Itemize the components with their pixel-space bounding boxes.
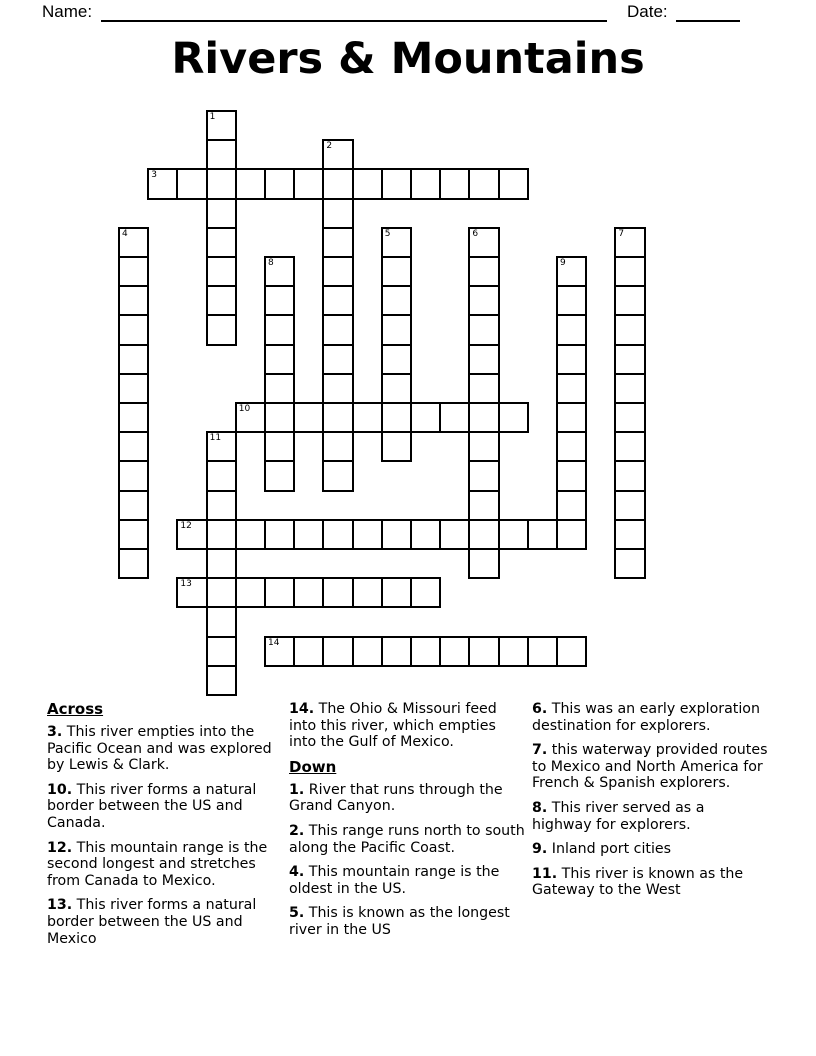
grid-cell[interactable]	[556, 314, 587, 345]
clue-column-2	[289, 701, 527, 947]
grid-cell[interactable]	[381, 168, 412, 199]
grid-cell[interactable]	[556, 460, 587, 491]
clue-number: 3.	[47, 724, 63, 740]
grid-cell[interactable]	[468, 636, 499, 667]
grid-cell[interactable]	[498, 519, 529, 550]
grid-cell[interactable]	[235, 577, 266, 608]
clue-5: 5. This is known as the longest river in the US	[289, 905, 510, 938]
clue-1: 1. River that runs through the Grand Canyon.	[289, 781, 503, 815]
cell-number: 13	[180, 579, 192, 590]
grid-cell[interactable]	[352, 519, 383, 550]
grid-cell[interactable]	[556, 490, 587, 521]
grid-cell[interactable]	[352, 168, 383, 199]
grid-cell-11[interactable]	[206, 431, 237, 462]
grid-cell-14[interactable]	[264, 636, 295, 667]
page-title: Rivers & Mountains	[171, 34, 645, 84]
clue-number: 1.	[289, 781, 305, 798]
grid-cell-13[interactable]	[176, 577, 207, 608]
grid-cell[interactable]	[322, 402, 353, 433]
grid-cell-10[interactable]	[235, 402, 266, 433]
grid-cell[interactable]	[206, 577, 237, 608]
grid-cell[interactable]	[468, 373, 499, 404]
grid-cell[interactable]	[264, 519, 295, 550]
grid-cell[interactable]	[264, 285, 295, 316]
grid-cell[interactable]	[118, 256, 149, 287]
date-blank-line	[676, 3, 740, 22]
clue-number: 4.	[289, 864, 305, 881]
grid-cell[interactable]	[381, 285, 412, 316]
grid-cell[interactable]	[264, 314, 295, 345]
grid-cell[interactable]	[439, 519, 470, 550]
grid-cell[interactable]	[614, 548, 645, 579]
grid-cell-4[interactable]	[118, 227, 149, 258]
grid-cell[interactable]	[118, 344, 149, 375]
grid-cell[interactable]	[322, 168, 353, 199]
clue-number: 10.	[47, 781, 73, 798]
grid-cell[interactable]	[264, 431, 295, 462]
grid-cell[interactable]	[614, 402, 645, 433]
grid-cell[interactable]	[293, 402, 324, 433]
grid-cell[interactable]	[264, 344, 295, 375]
grid-cell-3[interactable]	[147, 168, 178, 199]
grid-cell[interactable]	[264, 168, 295, 199]
grid-cell[interactable]	[468, 344, 499, 375]
grid-cell[interactable]	[439, 636, 470, 667]
grid-cell[interactable]	[322, 256, 353, 287]
grid-cell[interactable]	[322, 227, 353, 258]
clue-number: 6.	[532, 701, 548, 717]
clue-heading-across: Across	[47, 700, 104, 718]
grid-cell[interactable]	[118, 285, 149, 316]
grid-cell[interactable]	[410, 577, 441, 608]
grid-cell[interactable]	[498, 402, 529, 433]
name-blank-line	[101, 3, 607, 22]
grid-cell-9[interactable]	[556, 256, 587, 287]
clue-number: 5.	[289, 905, 305, 922]
grid-cell[interactable]	[381, 314, 412, 345]
clue-column-1	[47, 701, 279, 955]
grid-cell[interactable]	[264, 577, 295, 608]
grid-cell[interactable]	[381, 402, 412, 433]
grid-cell[interactable]	[206, 285, 237, 316]
clue-10: 10. This river forms a natural border between the US and Canada.	[47, 781, 257, 831]
grid-cell[interactable]	[293, 636, 324, 667]
clue-14: 14. The Ohio & Missouri feed into this river, which empties into the Gulf of Mexico.	[289, 701, 497, 751]
grid-cell[interactable]	[381, 256, 412, 287]
grid-cell[interactable]	[556, 344, 587, 375]
cell-number: 14	[268, 637, 280, 648]
grid-cell[interactable]	[498, 636, 529, 667]
cell-number: 5	[384, 228, 391, 239]
cell-number: 2	[326, 141, 333, 152]
grid-cell[interactable]	[322, 431, 353, 462]
clue-number: 12.	[47, 839, 73, 856]
clue-3: 3. This river empties into the Pacific Ocean and was explored by Lewis & Clark.	[47, 724, 272, 774]
grid-cell[interactable]	[439, 168, 470, 199]
clue-number: 14.	[289, 701, 315, 717]
clue-2: 2. This range runs north to south along the Pacific Coast.	[289, 822, 525, 856]
grid-cell[interactable]	[206, 198, 237, 229]
grid-cell-1[interactable]	[206, 110, 237, 141]
grid-cell[interactable]	[322, 519, 353, 550]
cell-number: 12	[180, 520, 192, 531]
clue-number: 13.	[47, 897, 73, 914]
cell-number: 10	[238, 404, 251, 414]
grid-cell[interactable]	[439, 402, 470, 433]
grid-cell[interactable]	[468, 256, 499, 287]
grid-cell[interactable]	[206, 548, 237, 579]
grid-cell[interactable]	[206, 519, 237, 550]
grid-cell[interactable]	[264, 373, 295, 404]
grid-cell[interactable]	[468, 490, 499, 521]
cell-number: 4	[122, 228, 128, 239]
grid-cell[interactable]	[118, 431, 149, 462]
grid-cell[interactable]	[206, 460, 237, 491]
grid-cell[interactable]	[381, 373, 412, 404]
clue-12: 12. This mountain range is the second longest and stretches from Canada to Mexico.	[47, 839, 268, 889]
grid-cell[interactable]	[468, 519, 499, 550]
grid-cell[interactable]	[614, 344, 645, 375]
grid-cell[interactable]	[206, 490, 237, 521]
date-label: Date:	[627, 2, 668, 21]
clue-number: 9.	[532, 841, 548, 858]
clue-number: 7.	[532, 742, 548, 759]
grid-cell[interactable]	[322, 460, 353, 491]
grid-cell[interactable]	[352, 636, 383, 667]
grid-cell[interactable]	[468, 460, 499, 491]
grid-cell[interactable]	[614, 431, 645, 462]
grid-cell[interactable]	[614, 285, 645, 316]
grid-cell[interactable]	[381, 344, 412, 375]
grid-cell[interactable]	[206, 227, 237, 258]
cell-number: 8	[268, 258, 274, 268]
grid-cell[interactable]	[235, 168, 266, 199]
grid-cell[interactable]	[118, 548, 149, 579]
grid-cell[interactable]	[206, 314, 237, 345]
grid-cell[interactable]	[556, 519, 587, 550]
clues-section	[0, 701, 816, 1001]
grid-cell[interactable]	[118, 373, 149, 404]
clue-7: 7. this waterway provided routes to Mexico and North America for French & Spanish explorers.	[532, 742, 768, 792]
cell-number: 3	[151, 170, 157, 181]
grid-cell[interactable]	[206, 139, 237, 170]
grid-cell[interactable]	[118, 460, 149, 491]
clue-number: 11.	[532, 865, 558, 882]
grid-cell[interactable]	[293, 519, 324, 550]
grid-cell[interactable]	[322, 285, 353, 316]
grid-cell[interactable]	[614, 256, 645, 287]
grid-cell[interactable]	[176, 168, 207, 199]
clue-11: 11. This river is known as the Gateway to the West	[532, 865, 744, 899]
grid-cell[interactable]	[468, 402, 499, 433]
grid-cell-7[interactable]	[614, 227, 645, 258]
grid-cell[interactable]	[118, 314, 149, 345]
clue-9: 9. Inland port cities	[532, 841, 672, 858]
name-label: Name:	[42, 2, 93, 21]
grid-cell-6[interactable]	[468, 227, 499, 258]
grid-cell-2[interactable]	[322, 139, 353, 170]
clue-number: 2.	[289, 822, 305, 839]
grid-cell[interactable]	[410, 519, 441, 550]
grid-cell[interactable]	[235, 519, 266, 550]
grid-cell[interactable]	[556, 431, 587, 462]
clue-column-3	[532, 701, 768, 907]
grid-cell[interactable]	[468, 314, 499, 345]
grid-cell[interactable]	[118, 402, 149, 433]
grid-cell[interactable]	[556, 285, 587, 316]
grid-cell[interactable]	[264, 402, 295, 433]
grid-cell[interactable]	[498, 168, 529, 199]
grid-cell[interactable]	[556, 402, 587, 433]
grid-cell[interactable]	[322, 636, 353, 667]
grid-cell[interactable]	[206, 665, 237, 696]
grid-cell[interactable]	[410, 636, 441, 667]
grid-cell[interactable]	[293, 168, 324, 199]
grid-cell[interactable]	[381, 519, 412, 550]
grid-cell[interactable]	[556, 373, 587, 404]
grid-cell[interactable]	[264, 460, 295, 491]
grid-cell-8[interactable]	[264, 256, 295, 287]
grid-cell[interactable]	[322, 198, 353, 229]
clue-13: 13. This river forms a natural border between the US and Mexico	[47, 897, 257, 947]
cell-number: 9	[560, 258, 566, 268]
grid-cell[interactable]	[322, 314, 353, 345]
crossword-grid	[118, 110, 646, 696]
grid-cell[interactable]	[118, 490, 149, 521]
cell-number: 11	[209, 433, 222, 444]
grid-cell[interactable]	[206, 168, 237, 199]
clue-4: 4. This mountain range is the oldest in the US.	[289, 864, 500, 897]
grid-cell[interactable]	[381, 577, 412, 608]
grid-cell[interactable]	[614, 519, 645, 550]
grid-cell[interactable]	[410, 168, 441, 199]
grid-cell[interactable]	[527, 636, 558, 667]
clue-6: 6. This was an early exploration destination for explorers.	[532, 701, 760, 734]
grid-cell[interactable]	[410, 402, 441, 433]
grid-cell[interactable]	[614, 314, 645, 345]
clue-heading-down: Down	[289, 757, 337, 776]
clue-number: 8.	[532, 799, 548, 816]
grid-cell[interactable]	[118, 519, 149, 550]
grid-cell[interactable]	[352, 577, 383, 608]
grid-cell[interactable]	[468, 285, 499, 316]
grid-cell[interactable]	[293, 577, 324, 608]
grid-cell[interactable]	[614, 373, 645, 404]
grid-cell[interactable]	[206, 606, 237, 637]
grid-cell[interactable]	[614, 490, 645, 521]
grid-cell[interactable]	[468, 431, 499, 462]
grid-cell[interactable]	[614, 460, 645, 491]
grid-cell[interactable]	[352, 402, 383, 433]
grid-cell[interactable]	[527, 519, 558, 550]
grid-cell[interactable]	[556, 636, 587, 667]
grid-cell[interactable]	[206, 256, 237, 287]
cell-number: 1	[209, 112, 216, 122]
grid-cell[interactable]	[322, 344, 353, 375]
grid-cell[interactable]	[468, 548, 499, 579]
clue-8: 8. This river served as a highway for explorers.	[532, 799, 705, 833]
grid-cell[interactable]	[206, 636, 237, 667]
grid-cell[interactable]	[381, 431, 412, 462]
cell-number: 7	[618, 228, 625, 239]
grid-cell-12[interactable]	[176, 519, 207, 550]
grid-cell[interactable]	[468, 168, 499, 199]
grid-cell-5[interactable]	[381, 227, 412, 258]
grid-cell[interactable]	[322, 373, 353, 404]
grid-cell[interactable]	[322, 577, 353, 608]
cell-number: 6	[472, 228, 479, 239]
grid-cell[interactable]	[381, 636, 412, 667]
